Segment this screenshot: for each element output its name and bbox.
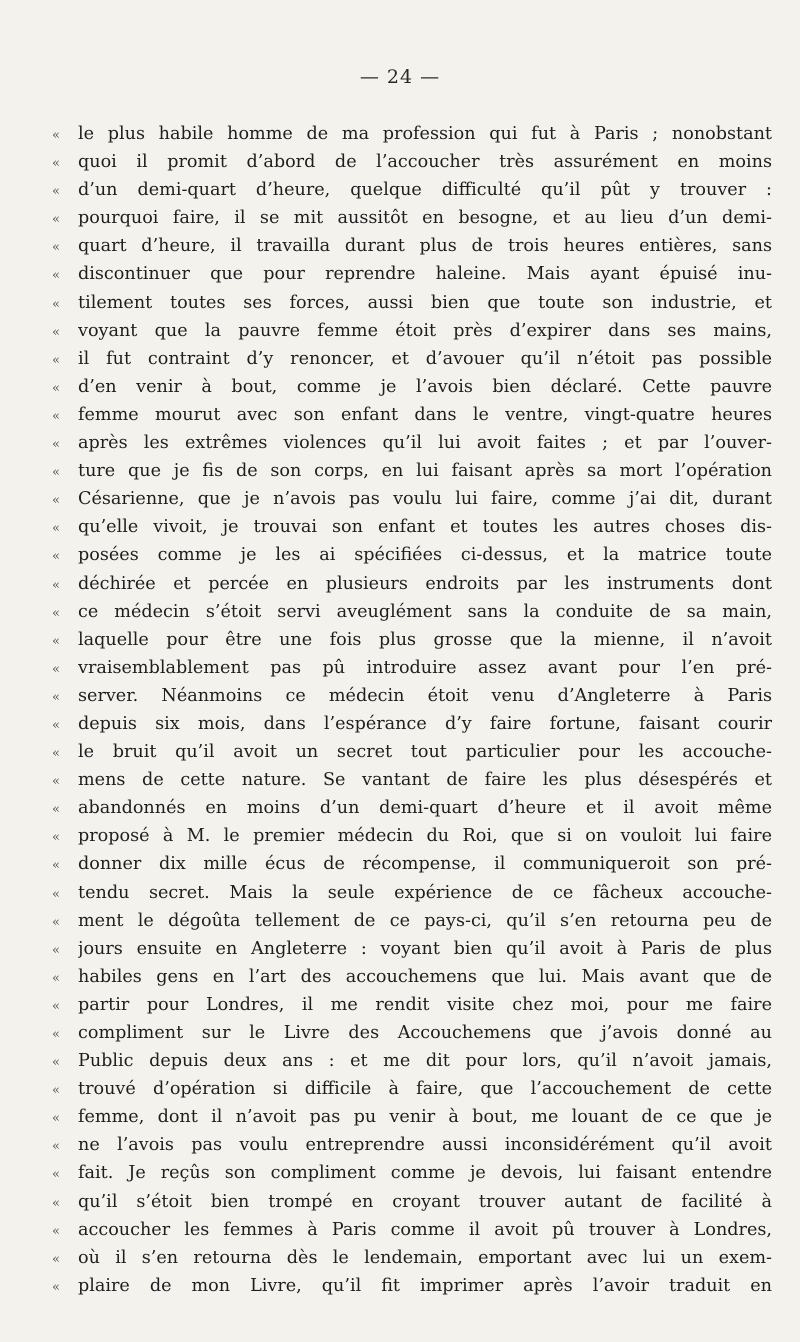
- text-line: [52, 148, 772, 176]
- line-text: depuis six mois, dans l’espérance d’y faire fortune, faisant courir: [78, 713, 772, 734]
- line-text: femme, dont il n’avoit pas pu venir à bout, me louant de ce que je: [78, 1107, 772, 1128]
- quote-mark: «: [52, 437, 60, 453]
- line-text: jours ensuite en Angleterre : voyant bien qu’il avoit à Paris de plus: [78, 938, 772, 959]
- text-line: [52, 120, 772, 148]
- body-text: [52, 120, 772, 1300]
- text-line: [52, 907, 772, 935]
- quote-mark: «: [52, 296, 60, 312]
- line-text: le plus habile homme de ma profession qui fut à Paris ; nonobstant: [78, 124, 772, 144]
- line-text: tilement toutes ses forces, aussi bien que toute son industrie, et: [78, 292, 772, 313]
- quote-mark: «: [52, 1055, 60, 1071]
- text-line: [52, 682, 772, 710]
- quote-mark: «: [52, 1139, 60, 1155]
- quote-mark: «: [52, 1167, 60, 1183]
- text-line: [52, 822, 772, 850]
- line-text: donner dix mille écus de récompense, il communiqueroit son pré-: [78, 854, 772, 875]
- quote-mark: «: [52, 802, 60, 818]
- quote-mark: «: [52, 970, 60, 986]
- line-text: déchirée et percée en plusieurs endroits par les instruments dont: [78, 573, 772, 594]
- text-line: [52, 317, 772, 345]
- line-text: qu’elle vivoit, je trouvai son enfant et toutes les autres choses dis-: [78, 517, 772, 538]
- quote-mark: «: [52, 1027, 60, 1042]
- line-text: partir pour Londres, il me rendit visite chez moi, pour me faire: [78, 994, 772, 1015]
- quote-mark: «: [52, 380, 60, 396]
- quote-mark: «: [52, 156, 60, 172]
- line-text: il fut contraint d’y renoncer, et d’avouer qu’il n’étoit pas possible: [78, 348, 772, 369]
- quote-mark: «: [52, 324, 60, 340]
- text-line: [52, 289, 772, 317]
- text-line: [52, 879, 772, 907]
- quote-mark: «: [52, 352, 60, 368]
- quote-mark: «: [52, 1251, 60, 1267]
- text-line: [52, 963, 772, 991]
- line-text: proposé à M. le premier médecin du Roi, que si on vouloit lui faire: [78, 826, 772, 847]
- line-text: trouvé d’opération si difficile à faire, que l’accouchement de cette: [78, 1079, 772, 1100]
- line-text: habiles gens en l’art des accouchemens que lui. Mais avant que de: [78, 966, 772, 987]
- text-line: [52, 1272, 772, 1300]
- text-line: [52, 260, 772, 288]
- line-text: d’un demi-quart d’heure, quelque difficulté qu’il pût y trouver :: [78, 180, 772, 201]
- text-line: [52, 401, 772, 429]
- line-text: ture que je fis de son corps, en lui faisant après sa mort l’opération: [78, 461, 772, 482]
- line-text: ne l’avois pas voulu entreprendre aussi inconsidérément qu’il avoit: [78, 1135, 772, 1156]
- line-text: Public depuis deux ans : et me dit pour lors, qu’il n’avoit jamais,: [78, 1051, 772, 1072]
- quote-mark: «: [52, 830, 60, 846]
- quote-mark: «: [52, 1223, 60, 1239]
- text-line: [52, 794, 772, 822]
- quote-mark: «: [52, 549, 60, 565]
- text-line: [52, 1244, 772, 1272]
- text-line: [52, 1188, 772, 1216]
- quote-mark: «: [52, 746, 60, 762]
- text-line: [52, 710, 772, 738]
- text-line: [52, 1131, 772, 1159]
- text-line: [52, 935, 772, 963]
- text-line: [52, 766, 772, 794]
- line-text: posées comme je les ai spécifiées ci-dessus, et la matrice toute: [78, 545, 772, 566]
- text-line: [52, 232, 772, 260]
- quote-mark: «: [52, 521, 60, 537]
- line-text: d’en venir à bout, comme je l’avois bien déclaré. Cette pauvre: [78, 376, 772, 397]
- text-line: [52, 1047, 772, 1075]
- text-line: [52, 570, 772, 598]
- text-line: [52, 626, 772, 654]
- line-text: voyant que la pauvre femme étoit près d’expirer dans ses mains,: [78, 320, 772, 341]
- quote-mark: «: [52, 128, 60, 143]
- quote-mark: «: [52, 408, 60, 424]
- line-text: fait. Je reçûs son compliment comme je devois, lui faisant entendre: [78, 1163, 772, 1184]
- line-text: mens de cette nature. Se vantant de faire les plus désespérés et: [78, 770, 772, 791]
- text-line: [52, 541, 772, 569]
- quote-mark: «: [52, 184, 60, 200]
- line-text: discontinuer que pour reprendre haleine. Mais ayant épuisé inu-: [78, 264, 772, 285]
- line-text: Césarienne, que je n’avois pas voulu lui faire, comme j’ai dit, durant: [78, 489, 772, 510]
- line-text: où il s’en retourna dès le lendemain, emportant avec lui un exem-: [78, 1247, 772, 1268]
- line-text: pourquoi faire, il se mit aussitôt en besogne, et au lieu d’un demi-: [78, 208, 772, 229]
- text-line: [52, 429, 772, 457]
- text-line: [52, 1075, 772, 1103]
- text-line: [52, 991, 772, 1019]
- line-text: qu’il s’étoit bien trompé en croyant trouver autant de facilité à: [78, 1191, 772, 1212]
- quote-mark: «: [52, 1195, 60, 1211]
- quote-mark: «: [52, 1083, 60, 1099]
- text-line: [52, 598, 772, 626]
- text-line: [52, 738, 772, 766]
- text-line: [52, 654, 772, 682]
- quote-mark: «: [52, 942, 60, 958]
- text-line: [52, 1159, 772, 1187]
- quote-mark: «: [52, 465, 60, 481]
- quote-mark: «: [52, 493, 60, 509]
- page-number: — 24 —: [359, 66, 441, 88]
- text-line: [52, 850, 772, 878]
- line-text: laquelle pour être une fois plus grosse que la mienne, il n’avoit: [78, 629, 772, 650]
- line-text: tendu secret. Mais la seule expérience de ce fâcheux accouche-: [78, 882, 772, 903]
- quote-mark: «: [52, 858, 60, 874]
- line-text: femme mourut avec son enfant dans le ventre, vingt-quatre heures: [78, 404, 772, 425]
- line-text: ce médecin s’étoit servi aveuglément sans la conduite de sa main,: [78, 601, 772, 622]
- quote-mark: «: [52, 240, 60, 256]
- quote-mark: «: [52, 577, 60, 593]
- line-text: plaire de mon Livre, qu’il fit imprimer après l’avoir traduit en: [78, 1275, 772, 1296]
- quote-mark: «: [52, 605, 60, 621]
- text-line: [52, 513, 772, 541]
- quote-mark: «: [52, 774, 60, 790]
- quote-mark: «: [52, 212, 60, 228]
- text-line: [52, 1103, 772, 1131]
- line-text: vraisemblablement pas pû introduire assez avant pour l’en pré-: [78, 657, 772, 678]
- line-text: après les extrêmes violences qu’il lui avoit faites ; et par l’ouver-: [78, 433, 772, 454]
- quote-mark: «: [52, 717, 60, 733]
- quote-mark: «: [52, 268, 60, 284]
- line-text: abandonnés en moins d’un demi-quart d’heure et il avoit même: [78, 798, 772, 819]
- quote-mark: «: [52, 1279, 60, 1295]
- text-line: [52, 345, 772, 373]
- line-text: quart d’heure, il travailla durant plus de trois heures entières, sans: [78, 236, 772, 257]
- quote-mark: «: [52, 914, 60, 930]
- text-line: [52, 1216, 772, 1244]
- text-line: [52, 176, 772, 204]
- text-line: [52, 1019, 772, 1047]
- line-text: server. Néanmoins ce médecin étoit venu d’Angleterre à Paris: [78, 685, 772, 706]
- quote-mark: «: [52, 886, 60, 902]
- line-text: accoucher les femmes à Paris comme il avoit pû trouver à Londres,: [78, 1219, 772, 1240]
- text-line: [52, 204, 772, 232]
- quote-mark: «: [52, 998, 60, 1014]
- quote-mark: «: [52, 689, 60, 705]
- line-text: le bruit qu’il avoit un secret tout particulier pour les accouche-: [78, 742, 772, 763]
- line-text: quoi il promit d’abord de l’accoucher très assurément en moins: [78, 152, 772, 173]
- line-text: ment le dégoûta tellement de ce pays-ci, qu’il s’en retourna peu de: [78, 910, 772, 931]
- text-line: [52, 485, 772, 513]
- quote-mark: «: [52, 661, 60, 677]
- quote-mark: «: [52, 1111, 60, 1127]
- line-text: compliment sur le Livre des Accouchemens que j’avois donné au: [78, 1023, 772, 1043]
- quote-mark: «: [52, 633, 60, 649]
- text-line: [52, 373, 772, 401]
- text-line: [52, 457, 772, 485]
